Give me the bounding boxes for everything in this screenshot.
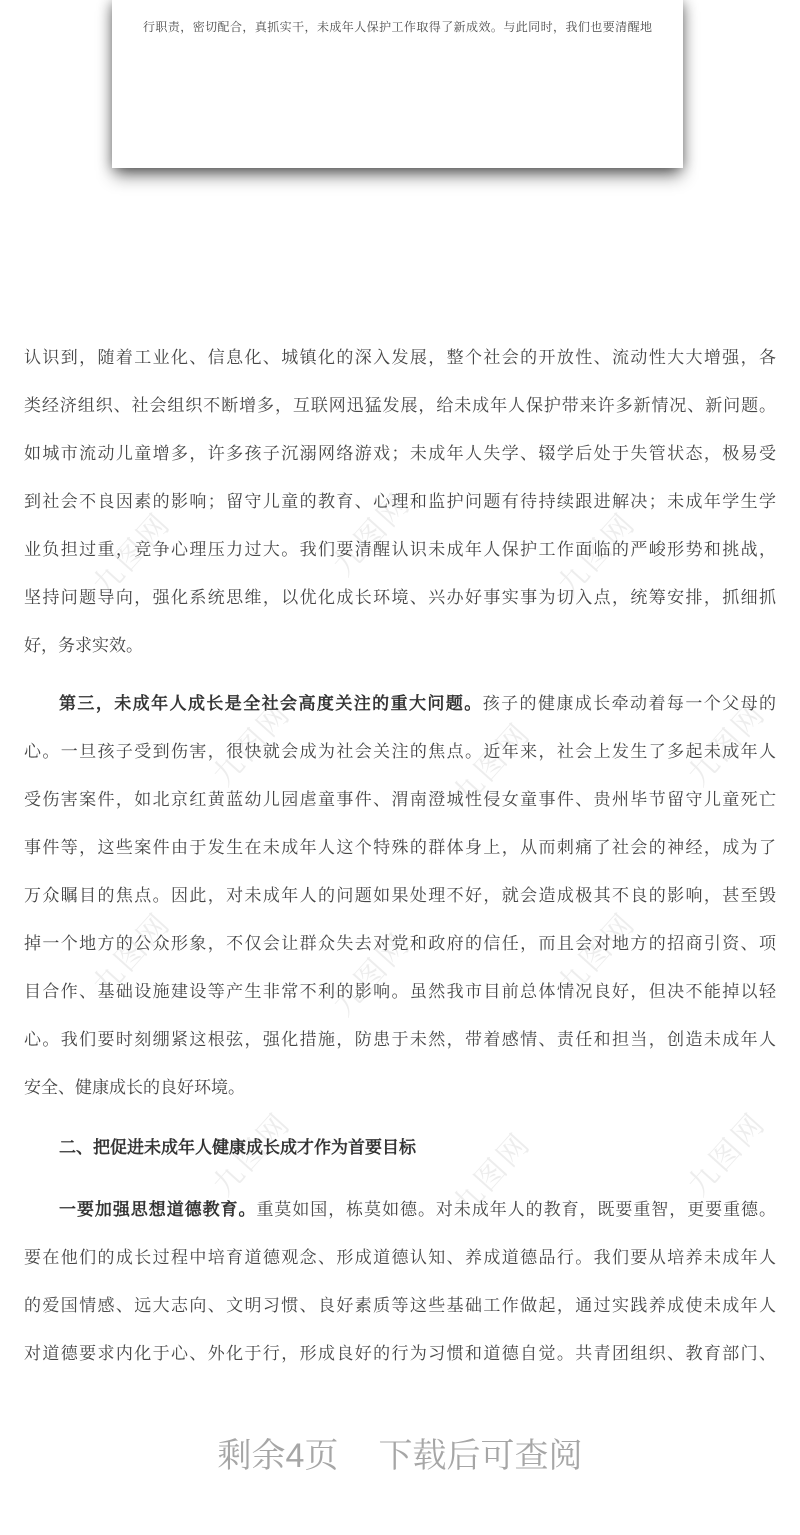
watermark-text: 九图网 <box>681 1106 773 1203</box>
previous-page-card <box>112 0 683 168</box>
text-line: 要在他们的成长过程中培育道德观念、形成道德认知、养成道德品行。我们要从培养未成年人 <box>24 1248 776 1267</box>
paragraph <box>24 334 776 670</box>
text-line: 好，务求实效。 <box>24 636 143 655</box>
text-line <box>24 680 776 728</box>
watermark-text: 九图网 <box>551 906 643 1003</box>
text-line: 到社会不良因素的影响；留守儿童的教育、心理和监护问题有待持续跟进解决；未成年学生学 <box>24 492 776 511</box>
text-line: 业负担过重，竞争心理压力过大。我们要清醒认识未成年人保护工作面临的严峻形势和挑战， <box>24 540 776 559</box>
text-line: 类经济组织、社会组织不断增多，互联网迅猛发展，给未成年人保护带来许多新情况、新问题。 <box>24 396 776 415</box>
paragraph-lead-rest: 重莫如国，栋莫如德。对未成年人的教育，既要重智，更要重德。 <box>256 1200 776 1219</box>
watermark-text: 九图网 <box>206 696 298 793</box>
watermark-text: 九图网 <box>206 1106 298 1203</box>
paragraph <box>24 1186 776 1378</box>
text-line: 目合作、基础设施建设等产生非常不利的影响。虽然我市目前总体情况良好，但决不能掉以轻 <box>24 982 776 1001</box>
download-hint-label: 下载后可查阅 <box>378 1437 583 1475</box>
clipped-text-line <box>143 0 652 10</box>
text-line: 的爱国情感、远大志向、文明习惯、良好素质等这些基础工作做起，通过实践养成使未成年人 <box>24 1296 776 1315</box>
section-heading: 二、把促进未成年人健康成长成才作为首要目标 <box>59 1138 416 1157</box>
pages-remaining-label: 剩余4页 <box>217 1437 339 1475</box>
text-line: 万众瞩目的焦点。因此，对未成年人的问题如果处理不好，就会造成极其不良的影响，甚至毁 <box>24 886 776 905</box>
text-line: 认识到，随着工业化、信息化、城镇化的深入发展，整个社会的开放性、流动性大大增强，各 <box>24 348 776 367</box>
text-line: 如城市流动儿童增多，许多孩子沉溺网络游戏；未成年人失学、辍学后处于失管状态，极易受 <box>24 444 776 463</box>
text-line: 心。一旦孩子受到伤害，很快就会成为社会关注的焦点。近年来，社会上发生了多起未成年人 <box>24 742 776 761</box>
text-line: 受伤害案件，如北京红黄蓝幼儿园虐童事件、渭南澄城性侵女童事件、贵州毕节留守儿童死亡 <box>24 790 776 809</box>
paragraph-lead-rest: 孩子的健康成长牵动着每一个父母的 <box>482 694 776 713</box>
text-line: 坚持问题导向，强化系统思维，以优化成长环境、兴办好事实事为切入点，统筹安排，抓细抓 <box>24 588 776 607</box>
watermark-text: 九图网 <box>86 906 178 1003</box>
text-line: 行职责，密切配合，真抓实干，未成年人保护工作取得了新成效。与此同时，我们也要清醒地 <box>143 20 652 34</box>
watermark-text: 九图网 <box>446 716 538 813</box>
watermark-text: 九图网 <box>446 1126 538 1223</box>
text-line: 掉一个地方的公众形象，不仅会让群众失去对党和政府的信任，而且会对地方的招商引资、项 <box>24 934 776 953</box>
text-line: 事件等，这些案件由于发生在未成年人这个特殊的群体身上，从而刺痛了社会的神经，成为了 <box>24 838 776 857</box>
paragraph-lead-bold: 一要加强思想道德教育。 <box>59 1200 257 1219</box>
watermark-text: 九图网 <box>86 506 178 603</box>
paragraph <box>24 680 776 1112</box>
watermark-text: 九图网 <box>326 926 418 1023</box>
footer-notice <box>0 1432 800 1480</box>
text-line: 对道德要求内化于心、外化于行，形成良好的行为习惯和道德自觉。共青团组织、教育部门、 <box>24 1344 776 1363</box>
watermark-text: 九图网 <box>326 486 418 583</box>
watermark-text: 九图网 <box>681 696 773 793</box>
previous-page-text <box>112 0 683 44</box>
watermark-text: 九图网 <box>551 506 643 603</box>
paragraph-lead-bold: 第三，未成年人成长是全社会高度关注的重大问题。 <box>59 694 483 713</box>
text-line: 心。我们要时刻绷紧这根弦，强化措施，防患于未然，带着感情、责任和担当，创造未成年人 <box>24 1030 776 1049</box>
document-body <box>24 334 776 1378</box>
text-line: 安全、健康成长的良好环境。 <box>24 1078 245 1097</box>
text-line <box>24 1186 776 1234</box>
